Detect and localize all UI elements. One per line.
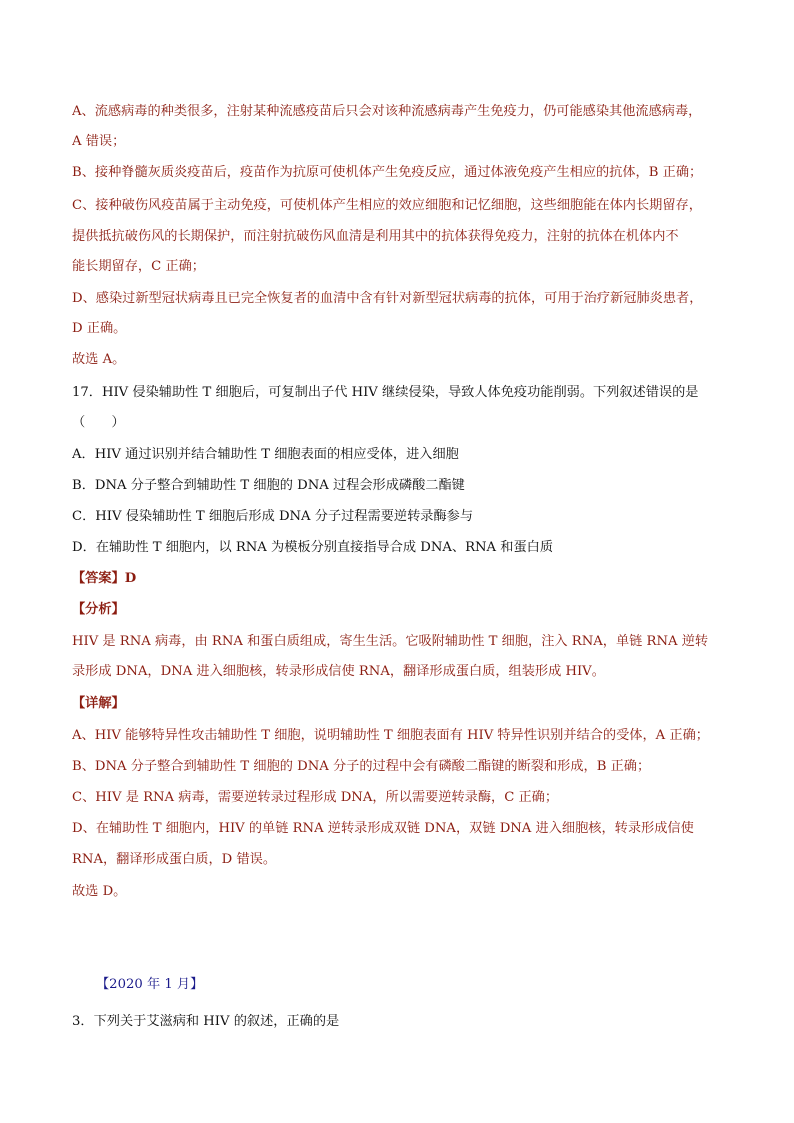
q17-analysis-line1: HIV 是 RNA 病毒，由 RNA 和蛋白质组成，寄生生活。它吸附辅助性 T 细胞，注入 RNA，单链 RNA 逆转 bbox=[72, 634, 709, 649]
q17-conclusion: 故选 D。 bbox=[72, 884, 127, 899]
q17-stem-line1: 17．HIV 侵染辅助性 T 细胞后，可复制出子代 HIV 继续侵染，导致人体免疫功能削弱。下列叙述错误的是 bbox=[72, 385, 699, 400]
q3-stem: 3．下列关于艾滋病和 HIV 的叙述，正确的是 bbox=[72, 1014, 340, 1029]
prev-answer-d-line2: D 正确。 bbox=[72, 321, 127, 336]
q17-analysis-line2: 录形成 DNA，DNA 进入细胞核，转录形成信使 RNA，翻译形成蛋白质，组装形成 HIV。 bbox=[72, 664, 605, 679]
q17-answer-label: 【答案】D bbox=[72, 571, 137, 586]
prev-answer-c-line3: 能长期留存，C 正确； bbox=[72, 259, 205, 274]
prev-answer-a-line2: A 错误； bbox=[72, 134, 126, 149]
q17-option-d: D．在辅助性 T 细胞内，以 RNA 为模板分别直接指导合成 DNA、RNA 和蛋白质 bbox=[72, 540, 554, 555]
prev-answer-d-line1: D、感染过新型冠状病毒且已完全恢复者的血清中含有针对新型冠状病毒的抗体，可用于治疗新冠肺炎患者， bbox=[72, 291, 703, 306]
prev-answer-a-line1: A、流感病毒的种类很多，注射某种流感疫苗后只会对该种流感病毒产生免疫力，仍可能感染其他流感病毒， bbox=[72, 104, 702, 119]
q17-stem-line2: （ ） bbox=[72, 415, 125, 430]
q17-detail-c: C、HIV 是 RNA 病毒，需要逆转录过程形成 DNA，所以需要逆转录酶，C 正确； bbox=[72, 790, 559, 805]
q17-detail-d2: RNA，翻译形成蛋白质，D 错误。 bbox=[72, 852, 277, 867]
prev-answer-c-line1: C、接种破伤风疫苗属于主动免疫，可使机体产生相应的效应细胞和记忆细胞，这些细胞能在体内长期留存， bbox=[72, 198, 702, 213]
q17-option-c: C．HIV 侵染辅助性 T 细胞后形成 DNA 分子过程需要逆转录酶参与 bbox=[72, 509, 474, 524]
prev-answer-conclusion: 故选 A。 bbox=[72, 352, 126, 367]
q17-option-a: A．HIV 通过识别并结合辅助性 T 细胞表面的相应受体，进入细胞 bbox=[72, 447, 459, 462]
q17-detail-b: B、DNA 分子整合到辅助性 T 细胞的 DNA 分子的过程中会有磷酸二酯键的断裂和形成，B 正确； bbox=[72, 759, 651, 774]
q17-detail-header: 【详解】 bbox=[72, 696, 125, 711]
q17-detail-a: A、HIV 能够特异性攻击辅助性 T 细胞，说明辅助性 T 细胞表面有 HIV 特异性识别并结合的受体，A 正确； bbox=[72, 728, 709, 743]
section-date-label: 【2020 年 1 月】 bbox=[96, 977, 204, 992]
prev-answer-b-line1: B、接种脊髓灰质炎疫苗后，疫苗作为抗原可使机体产生免疫反应，通过体液免疫产生相应的抗体，B 正确； bbox=[72, 165, 703, 180]
q17-analysis-header: 【分析】 bbox=[72, 602, 125, 617]
q17-option-b: B．DNA 分子整合到辅助性 T 细胞的 DNA 过程会形成磷酸二酯键 bbox=[72, 478, 465, 493]
prev-answer-c-line2: 提供抵抗破伤风的长期保护，而注射抗破伤风血清是利用其中的抗体获得免疫力，注射的抗体在机体内不 bbox=[72, 229, 679, 244]
q17-detail-d1: D、在辅助性 T 细胞内，HIV 的单链 RNA 逆转录形成双链 DNA，双链 DNA 进入细胞核，转录形成信使 bbox=[72, 821, 694, 836]
